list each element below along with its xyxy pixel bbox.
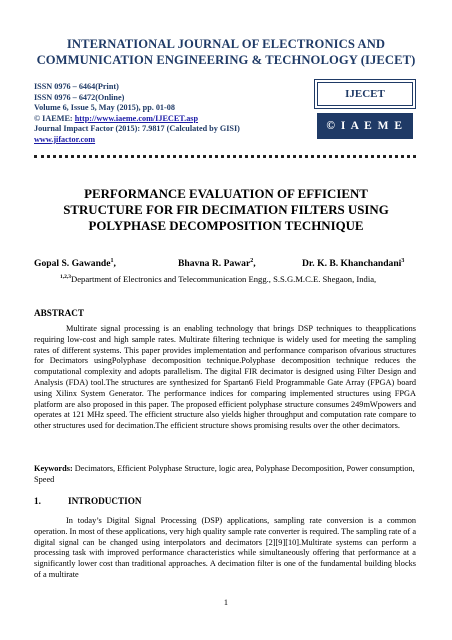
- abstract-heading: ABSTRACT: [34, 308, 85, 318]
- abstract-text: Multirate signal processing is an enabling technology that brings DSP techniques to theapplications requiring low-cost and high sample rates. Multirate filtering technique is widely used for meeting the sampling rates of different systems. This paper provides implementation and performance comparison ofvarious structures for Decimators usingPolyphase decomposition technique.Polyphase decomposition technique reduces the computational complexity and adopts parallelism. The digital FIR decimator is designed using Filter Design and Analysis (FDA) tool.The structures are synthesized for Spartan6 Field Programmable Gate Array (FPGA) board using Xilinx System Generator. The performance indices for comparing implemented structures using FPGA platform are also proposed in this paper. The proposed efficient polyphase structure consumes 249mWpowers and operates at 121 MHz speed. The efficient structure also yields higher throughput and computation rate compare to other structures used for decimation.The efficient structure shows promising results over the other decimators.: [34, 324, 416, 431]
- journal-metadata: [34, 82, 309, 146]
- journal-title-line1: INTERNATIONAL JOURNAL OF ELECTRONICS AND: [66, 37, 386, 51]
- author-sup: 3: [401, 258, 405, 264]
- author-name: Bhavna R. Pawar: [178, 258, 251, 270]
- author-name: Gopal S. Gawande: [34, 258, 111, 270]
- iaeme-link[interactable]: http://www.iaeme.com/IJECET.asp: [74, 113, 199, 123]
- keywords-text: Decimators, Efficient Polyphase Structure, logic area, Polyphase Decomposition, Power consumption, Speed: [34, 464, 415, 484]
- paper-title-line1: PERFORMANCE EVALUATION OF EFFICIENT: [84, 187, 368, 201]
- paper-title-line3: POLYPHASE DECOMPOSITION TECHNIQUE: [88, 219, 364, 233]
- ijecet-badge: IJECET: [317, 82, 413, 106]
- journal-title-line2: COMMUNICATION ENGINEERING & TECHNOLOGY (IJECET): [36, 53, 416, 67]
- paper-title-line2: STRUCTURE FOR FIR DECIMATION FILTERS USING: [63, 203, 389, 217]
- iaeme-line: [34, 114, 309, 125]
- impact-factor: Journal Impact Factor (2015): 7.9817 (Calculated by GISI): [34, 124, 240, 134]
- paper-title: [34, 186, 418, 234]
- iaeme-prefix: © IAEME:: [34, 113, 75, 123]
- section-title: INTRODUCTION: [68, 496, 142, 506]
- page-number: 1: [223, 598, 229, 607]
- author-2: [178, 258, 256, 269]
- affiliation-text: Department of Electronics and Telecommunication Engg., S.S.G.M.C.E. Shegaon, India,: [71, 274, 377, 284]
- volume-info: Volume 6, Issue 5, May (2015), pp. 01-08: [34, 103, 175, 113]
- author-1: [34, 258, 116, 269]
- iaeme-badge: © I A E M E: [317, 113, 413, 139]
- issn-online: ISSN 0976 – 6472(Online): [34, 92, 125, 102]
- author-sep: ,: [113, 258, 116, 270]
- jifactor-link[interactable]: www.jifactor.com: [34, 134, 96, 144]
- journal-title: [0, 36, 452, 68]
- author-sup: 2: [250, 258, 254, 264]
- keywords: [34, 464, 416, 486]
- issn-print: ISSN 0976 – 6464(Print): [34, 82, 119, 91]
- header-divider: [34, 155, 416, 158]
- keywords-label: Keywords:: [34, 464, 73, 473]
- author-sup: 1: [110, 258, 114, 264]
- affiliation-sup: 1,2,3: [60, 274, 71, 281]
- section-number: 1.: [34, 496, 41, 506]
- author-3: [302, 258, 404, 269]
- author-sep: ,: [253, 258, 256, 270]
- intro-text: In today’s Digital Signal Processing (DSP) applications, sampling rate conversion is a common operation. In most of these applications, very high quality sample rate converter is required. The sampling rate of a digital signal can be changed using interpolators and decimators [2][9][10].Multirate systems can perform a processing task with improved performance characteristics while simultaneously offering that performance at a significantly lower cost than traditional approaches. A decimation filter is one of the fundamental building blocks of a multirate: [34, 516, 416, 579]
- affiliation: [60, 274, 440, 284]
- author-name: Dr. K. B. Khanchandani: [302, 258, 402, 270]
